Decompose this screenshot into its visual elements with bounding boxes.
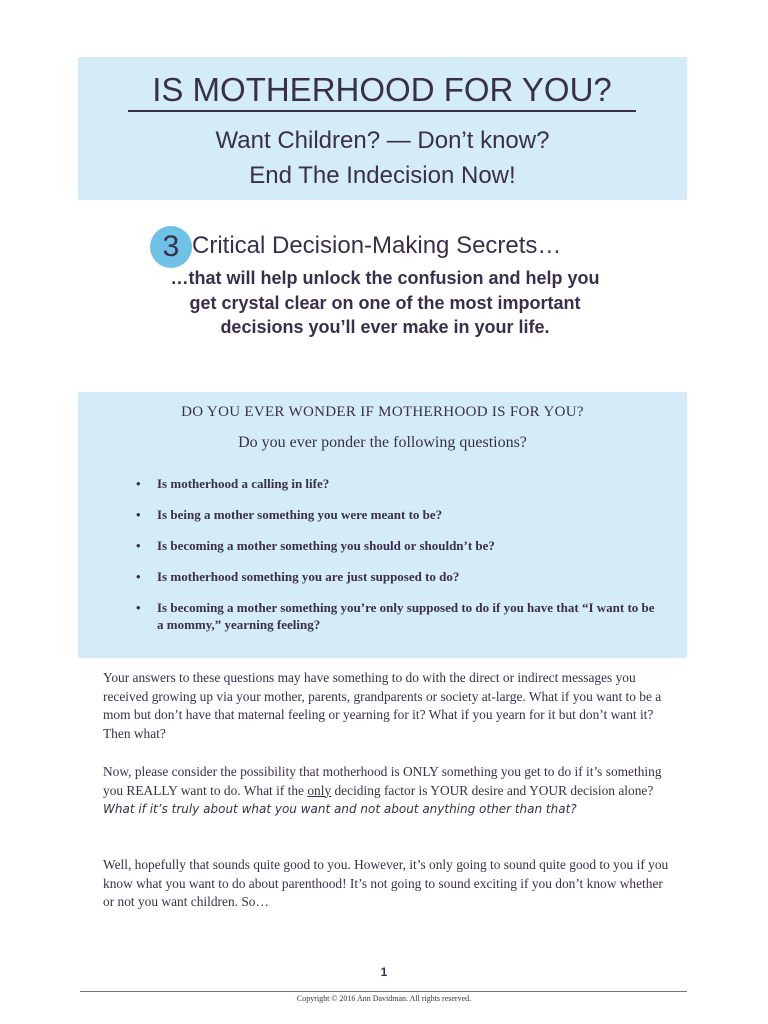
- list-item: • Is motherhood something you are just supposed to do?: [136, 569, 460, 584]
- list-item: • Is motherhood a calling in life?: [136, 476, 330, 491]
- body-paragraph-3: Well, hopefully that sounds quite good to you. However, it’s only going to sound quite good to you if you know what you want to do about parenthood! It’s not going to sound exciting if you don’t know whether or not you want children. So…: [103, 857, 669, 909]
- list-item: • Is becoming a mother something you’re only supposed to do if you have that “I want to be a mommy,” yearning feeling?: [136, 600, 655, 632]
- subtitle-line-1: Want Children? — Don’t know?: [215, 127, 550, 154]
- page-number: 1: [380, 965, 388, 979]
- list-item: • Is becoming a mother something you should or shouldn’t be?: [136, 538, 495, 553]
- questions-heading: DO YOU EVER WONDER IF MOTHERHOOD IS FOR YOU?: [181, 404, 584, 420]
- bullet-icon: •: [136, 569, 141, 584]
- bullet-icon: •: [136, 476, 141, 491]
- page-title: IS MOTHERHOOD FOR YOU?: [128, 70, 636, 112]
- questions-subheading: Do you ever ponder the following questions?: [238, 434, 527, 451]
- footer-divider: [80, 991, 687, 992]
- italic-question: What if it’s truly about what you want and not about anything other than that?: [103, 802, 577, 816]
- subtitle-line-2: End The Indecision Now!: [249, 162, 516, 189]
- questions-panel: [78, 392, 687, 658]
- secrets-title: Critical Decision-Making Secrets…: [192, 232, 562, 259]
- bullet-icon: •: [136, 600, 141, 615]
- emphasis-only: only: [307, 782, 332, 798]
- bullet-icon: •: [136, 507, 141, 522]
- copyright-notice: Copyright © 2016 Ann Davidman. All rights reserved.: [296, 994, 472, 1003]
- body-paragraph-2: Now, please consider the possibility that motherhood is ONLY something you get to do if it’s something you REALLY want to do. What if the only deciding factor is YOUR desire and YOUR decision alone? What if it’s truly about what you want and not about anything other than that?: [103, 764, 662, 816]
- bullet-icon: •: [136, 538, 141, 553]
- list-item: • Is being a mother something you were meant to be?: [136, 507, 443, 522]
- number-badge: 3: [150, 226, 192, 268]
- questions-list: [136, 475, 656, 647]
- secrets-description: …that will help unlock the confusion and help you get crystal clear on one of the most important decisions you’ll ever make in your life.: [170, 268, 600, 337]
- body-paragraph-1: Your answers to these questions may have something to do with the direct or indirect messages you received growing up via your mother, parents, grandparents or society at-large. What if you want to be a mom but don’t have that maternal feeling or yearning for it? What if you yearn for it but don’t want it? Then what?: [103, 670, 662, 741]
